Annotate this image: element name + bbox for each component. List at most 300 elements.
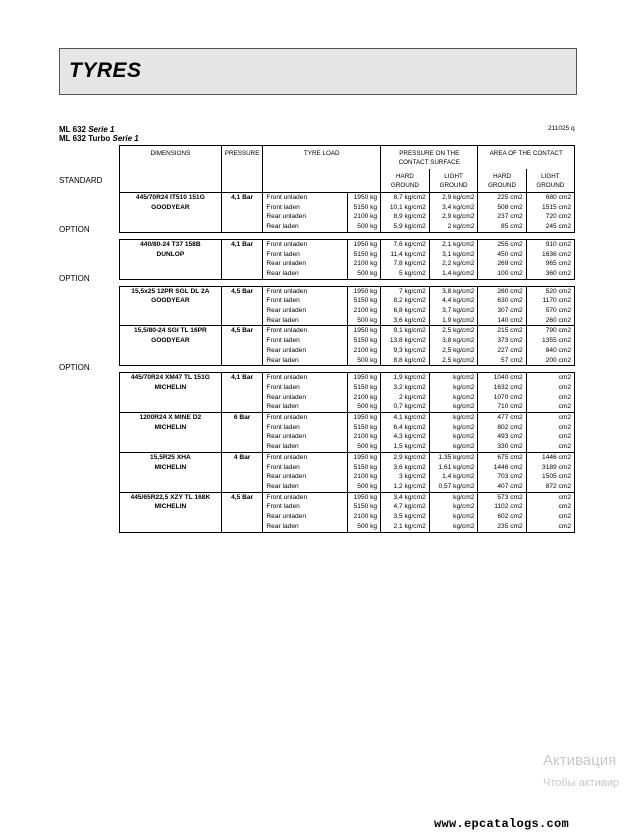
pressure-light-ground-cell bbox=[429, 286, 478, 326]
group-spacer bbox=[120, 232, 575, 239]
section-label-standard: STANDARD bbox=[59, 176, 103, 185]
load-labels-cell bbox=[263, 492, 348, 532]
cell-line: 7 kg/cm2 bbox=[398, 287, 426, 295]
load-values-cell bbox=[348, 452, 381, 492]
tyre-dimension-cell bbox=[120, 286, 222, 326]
subheader-hard-ground: HARD GROUND bbox=[478, 169, 526, 193]
cell-line: 1,9 kg/cm2 bbox=[393, 374, 426, 382]
tyre-dimension-cell bbox=[120, 326, 222, 366]
cell-line: 4,7 kg/cm2 bbox=[393, 503, 426, 511]
area-light-ground-cell bbox=[526, 413, 574, 453]
cell-line: 1040 cm2 bbox=[493, 374, 523, 382]
area-light-ground-cell bbox=[526, 326, 574, 366]
load-label: Rear laden bbox=[266, 316, 299, 324]
load-label: Front unladen bbox=[266, 240, 308, 248]
cell-line: 307 cm2 bbox=[497, 307, 523, 315]
load-label: Front laden bbox=[266, 337, 300, 345]
load-label: Front unladen bbox=[266, 327, 308, 335]
cell-line: 2,1 kg/cm2 bbox=[393, 522, 426, 530]
pressure-hard-ground-cell bbox=[381, 452, 430, 492]
cell-line: 6,4 kg/cm2 bbox=[393, 423, 426, 431]
cell-line: kg/cm2 bbox=[453, 403, 475, 411]
cell-line: 8,7 kg/cm2 bbox=[393, 194, 426, 201]
cell-line: cm2 bbox=[558, 393, 571, 401]
load-label: Rear unladen bbox=[266, 260, 307, 268]
cell-line: 2,5 kg/cm2 bbox=[442, 356, 475, 364]
tyre-brand: MICHELIN bbox=[154, 503, 187, 511]
tyre-pressure: 4,1 Bar bbox=[221, 373, 263, 413]
header-contact-pressure: PRESSURE ON THE CONTACT SURFACE bbox=[381, 146, 478, 170]
cell-line: 720 cm2 bbox=[545, 213, 571, 221]
table-row bbox=[120, 326, 575, 366]
cell-line: cm2 bbox=[558, 423, 571, 431]
cell-line: kg/cm2 bbox=[453, 374, 475, 382]
pressure-hard-ground-cell bbox=[381, 413, 430, 453]
cell-line: 570 cm2 bbox=[545, 307, 571, 315]
cell-line: kg/cm2 bbox=[453, 423, 475, 431]
cell-line: 10,1 kg/cm2 bbox=[389, 203, 426, 211]
page-title-box bbox=[59, 48, 577, 95]
cell-line: 680 cm2 bbox=[545, 194, 571, 201]
cell-line: 5150 kg bbox=[353, 423, 378, 431]
load-label: Front unladen bbox=[266, 194, 308, 201]
pressure-light-ground-cell bbox=[429, 239, 478, 279]
cell-line: kg/cm2 bbox=[453, 433, 475, 441]
tyre-brand: GOODYEAR bbox=[151, 297, 190, 305]
cell-line: 1446 cm2 bbox=[493, 463, 523, 471]
load-label: Front unladen bbox=[266, 493, 308, 501]
load-label: Front laden bbox=[266, 383, 300, 391]
cell-line: 3,7 kg/cm2 bbox=[442, 307, 475, 315]
model-line-1-series: Serie 1 bbox=[88, 125, 115, 134]
cell-line: 140 cm2 bbox=[497, 316, 523, 324]
cell-line: 3,2 kg/cm2 bbox=[393, 383, 426, 391]
watermark-activation-text: Чтобы активир bbox=[543, 777, 619, 789]
cell-line: 2,5 kg/cm2 bbox=[442, 346, 475, 354]
cell-line: 1950 kg bbox=[353, 374, 378, 382]
pressure-hard-ground-cell bbox=[381, 373, 430, 413]
area-hard-ground-cell bbox=[478, 286, 526, 326]
cell-line: 3,4 kg/cm2 bbox=[393, 493, 426, 501]
cell-line: 1950 kg bbox=[353, 414, 378, 422]
cell-line: 2100 kg bbox=[353, 473, 378, 481]
area-light-ground-cell bbox=[526, 373, 574, 413]
cell-line: 269 cm2 bbox=[497, 260, 523, 268]
cell-line: kg/cm2 bbox=[453, 493, 475, 501]
cell-line: 3,8 kg/cm2 bbox=[442, 337, 475, 345]
cell-line: 3,5 kg/cm2 bbox=[393, 513, 426, 521]
cell-line: 57 cm2 bbox=[501, 356, 523, 364]
cell-line: 255 cm2 bbox=[497, 240, 523, 248]
load-values-cell bbox=[348, 239, 381, 279]
cell-line: kg/cm2 bbox=[453, 393, 475, 401]
pressure-light-ground-cell bbox=[429, 326, 478, 366]
cell-line: 8,9 kg/cm2 bbox=[393, 213, 426, 221]
area-light-ground-cell bbox=[526, 193, 574, 233]
cell-line: 4,1 kg/cm2 bbox=[393, 414, 426, 422]
load-values-cell bbox=[348, 492, 381, 532]
cell-line: 245 cm2 bbox=[545, 223, 571, 231]
model-line-1-base: ML 632 bbox=[59, 125, 89, 134]
cell-line: 500 kg bbox=[357, 482, 378, 490]
cell-line: 965 cm2 bbox=[545, 260, 571, 268]
cell-line: 100 cm2 bbox=[497, 269, 523, 277]
cell-line: kg/cm2 bbox=[453, 513, 475, 521]
tyre-brand: GOODYEAR bbox=[151, 337, 190, 345]
section-label-option-1: OPTION bbox=[59, 225, 90, 234]
cell-line: 4,4 kg/cm2 bbox=[442, 297, 475, 305]
cell-line: kg/cm2 bbox=[453, 443, 475, 451]
cell-line: 500 kg bbox=[357, 316, 378, 324]
tyre-pressure: 4,1 Bar bbox=[221, 239, 263, 279]
section-label-option-3: OPTION bbox=[59, 363, 90, 372]
cell-line: 630 cm2 bbox=[497, 297, 523, 305]
tyre-size: 15,5/80-24 SGI TL 16PR bbox=[133, 327, 207, 335]
cell-line: 1,5 kg/cm2 bbox=[393, 443, 426, 451]
tyre-size: 1200R24 X MINE D2 bbox=[139, 414, 202, 422]
cell-line: 450 cm2 bbox=[497, 250, 523, 258]
subheader-hard-ground: HARD GROUND bbox=[381, 169, 430, 193]
cell-line: 5 kg/cm2 bbox=[398, 269, 426, 277]
load-values-cell bbox=[348, 326, 381, 366]
load-label: Rear laden bbox=[266, 482, 299, 490]
load-label: Front laden bbox=[266, 423, 300, 431]
cell-line: 872 cm2 bbox=[545, 482, 571, 490]
load-values-cell bbox=[348, 286, 381, 326]
cell-line: 1950 kg bbox=[353, 240, 378, 248]
cell-line: 2,2 kg/cm2 bbox=[442, 260, 475, 268]
cell-line: 280 cm2 bbox=[497, 287, 523, 295]
load-values-cell bbox=[348, 373, 381, 413]
subheader-light-ground: LIGHT GROUND bbox=[429, 169, 478, 193]
cell-line: 7,6 kg/cm2 bbox=[393, 240, 426, 248]
load-label: Rear unladen bbox=[266, 513, 307, 521]
tyre-pressure: 4,5 Bar bbox=[221, 492, 263, 532]
load-label: Rear unladen bbox=[266, 346, 307, 354]
tyre-brand: MICHELIN bbox=[154, 463, 187, 471]
cell-line: 910 cm2 bbox=[545, 240, 571, 248]
group-spacer bbox=[120, 279, 575, 286]
load-label: Front laden bbox=[266, 503, 300, 511]
cell-line: 840 cm2 bbox=[545, 346, 571, 354]
pressure-hard-ground-cell bbox=[381, 326, 430, 366]
header-tyre-load: TYRE LOAD bbox=[263, 146, 381, 193]
tyre-pressure: 4,1 Bar bbox=[221, 193, 263, 233]
tyre-brand: DUNLOP bbox=[156, 250, 185, 258]
load-label: Rear laden bbox=[266, 403, 299, 411]
tyre-size: 445/70R24 XM47 TL 151G bbox=[130, 374, 210, 382]
table-row bbox=[120, 452, 575, 492]
cell-line: 360 cm2 bbox=[545, 269, 571, 277]
load-labels-cell bbox=[263, 413, 348, 453]
area-hard-ground-cell bbox=[478, 492, 526, 532]
cell-line: cm2 bbox=[558, 383, 571, 391]
cell-line: 2,1 kg/cm2 bbox=[442, 240, 475, 248]
watermark-activation-title: Активация bbox=[543, 752, 617, 769]
cell-line: 1950 kg bbox=[353, 287, 378, 295]
cell-line: 407 cm2 bbox=[497, 482, 523, 490]
cell-line: 2100 kg bbox=[353, 307, 378, 315]
footer-website[interactable]: www.epcatalogs.com bbox=[434, 817, 570, 831]
tyre-brand: GOODYEAR bbox=[151, 203, 190, 211]
cell-line: 1,4 kg/cm2 bbox=[442, 473, 475, 481]
cell-line: kg/cm2 bbox=[453, 503, 475, 511]
load-label: Rear laden bbox=[266, 223, 299, 231]
table-row bbox=[120, 193, 575, 233]
cell-line: cm2 bbox=[558, 433, 571, 441]
cell-line: 5150 kg bbox=[353, 203, 378, 211]
area-hard-ground-cell bbox=[478, 452, 526, 492]
cell-line: cm2 bbox=[558, 493, 571, 501]
cell-line: 2,5 kg/cm2 bbox=[442, 327, 475, 335]
cell-line: 1950 kg bbox=[353, 493, 378, 501]
load-labels-cell bbox=[263, 373, 348, 413]
cell-line: 500 kg bbox=[357, 522, 378, 530]
cell-line: 2 kg/cm2 bbox=[447, 223, 475, 231]
cell-line: 9,1 kg/cm2 bbox=[393, 327, 426, 335]
tyre-brand: MICHELIN bbox=[154, 423, 187, 431]
cell-line: 1170 cm2 bbox=[542, 297, 571, 305]
table-row bbox=[120, 373, 575, 413]
load-label: Front laden bbox=[266, 203, 300, 211]
cell-line: kg/cm2 bbox=[453, 414, 475, 422]
table-row bbox=[120, 492, 575, 532]
cell-line: 703 cm2 bbox=[497, 473, 523, 481]
pressure-light-ground-cell bbox=[429, 373, 478, 413]
cell-line: 11,4 kg/cm2 bbox=[390, 250, 426, 258]
load-label: Rear unladen bbox=[266, 473, 307, 481]
cell-line: 85 cm2 bbox=[501, 223, 523, 231]
pressure-light-ground-cell bbox=[429, 492, 478, 532]
cell-line: 8,8 kg/cm2 bbox=[393, 356, 426, 364]
tyre-brand: MICHELIN bbox=[154, 383, 187, 391]
cell-line: 508 cm2 bbox=[497, 203, 523, 211]
tyre-size: 15,5x25 12PR SGL DL 2A bbox=[131, 287, 210, 295]
pressure-hard-ground-cell bbox=[381, 193, 430, 233]
cell-line: 330 cm2 bbox=[497, 443, 523, 451]
cell-line: 5150 kg bbox=[353, 503, 378, 511]
cell-line: 500 kg bbox=[357, 269, 378, 277]
model-line-2 bbox=[59, 134, 139, 143]
pressure-hard-ground-cell bbox=[381, 286, 430, 326]
tyre-size: 445/65R22,5 XZY TL 168K bbox=[130, 493, 211, 501]
cell-line: 260 cm2 bbox=[545, 316, 571, 324]
cell-line: 7,8 kg/cm2 bbox=[393, 260, 426, 268]
cell-line: cm2 bbox=[558, 513, 571, 521]
cell-line: 2100 kg bbox=[353, 346, 378, 354]
pressure-light-ground-cell bbox=[429, 193, 478, 233]
cell-line: kg/cm2 bbox=[453, 522, 475, 530]
cell-line: 9,3 kg/cm2 bbox=[393, 346, 426, 354]
tyre-pressure: 6 Bar bbox=[221, 413, 263, 453]
table-row bbox=[120, 239, 575, 279]
cell-line: 1515 cm2 bbox=[542, 203, 571, 211]
area-hard-ground-cell bbox=[478, 373, 526, 413]
cell-line: cm2 bbox=[558, 414, 571, 422]
cell-line: 13,8 kg/cm2 bbox=[389, 337, 426, 345]
subheader-light-ground: LIGHT GROUND bbox=[526, 169, 574, 193]
load-label: Front unladen bbox=[266, 287, 308, 295]
cell-line: 477 cm2 bbox=[497, 414, 523, 422]
cell-line: 602 cm2 bbox=[497, 513, 523, 521]
cell-line: 1,61 kg/cm2 bbox=[438, 463, 475, 471]
load-label: Front unladen bbox=[266, 453, 308, 461]
tyre-dimension-cell bbox=[120, 492, 222, 532]
cell-line: 235 cm2 bbox=[497, 522, 523, 530]
load-label: Rear unladen bbox=[266, 393, 307, 401]
area-hard-ground-cell bbox=[478, 239, 526, 279]
cell-line: 1355 cm2 bbox=[542, 337, 571, 345]
area-light-ground-cell bbox=[526, 492, 574, 532]
cell-line: 200 cm2 bbox=[545, 356, 571, 364]
cell-line: 520 cm2 bbox=[545, 287, 571, 295]
area-light-ground-cell bbox=[526, 239, 574, 279]
cell-line: 500 kg bbox=[357, 223, 378, 231]
cell-line: 0,57 kg/cm2 bbox=[438, 482, 475, 490]
cell-line: 2,9 kg/cm2 bbox=[393, 453, 426, 461]
tyre-dimension-cell bbox=[120, 452, 222, 492]
page-title: TYRES bbox=[69, 59, 142, 82]
cell-line: 500 kg bbox=[357, 403, 378, 411]
cell-line: 1446 cm2 bbox=[542, 453, 571, 461]
cell-line: 5150 kg bbox=[353, 250, 378, 258]
tyre-dimension-cell bbox=[120, 373, 222, 413]
cell-line: 2100 kg bbox=[353, 260, 378, 268]
cell-line: 0,7 kg/cm2 bbox=[393, 403, 426, 411]
cell-line: 1950 kg bbox=[353, 453, 378, 461]
cell-line: 1102 cm2 bbox=[494, 503, 523, 511]
cell-line: 5,9 kg/cm2 bbox=[393, 223, 426, 231]
area-hard-ground-cell bbox=[478, 193, 526, 233]
area-hard-ground-cell bbox=[478, 326, 526, 366]
table-row bbox=[120, 413, 575, 453]
table-row bbox=[120, 286, 575, 326]
cell-line: 6,8 kg/cm2 bbox=[393, 307, 426, 315]
cell-line: 1,4 kg/cm2 bbox=[442, 269, 475, 277]
cell-line: 710 cm2 bbox=[497, 403, 523, 411]
area-hard-ground-cell bbox=[478, 413, 526, 453]
tyre-dimension-cell bbox=[120, 193, 222, 233]
model-line-1 bbox=[59, 125, 114, 134]
tyre-size: 445/70R24 IT510 151G bbox=[135, 194, 205, 201]
pressure-hard-ground-cell bbox=[381, 239, 430, 279]
cell-line: 2,9 kg/cm2 bbox=[442, 194, 475, 201]
cell-line: 2100 kg bbox=[353, 393, 378, 401]
cell-line: 802 cm2 bbox=[497, 423, 523, 431]
cell-line: 2100 kg bbox=[353, 213, 378, 221]
cell-line: 1,9 kg/cm2 bbox=[442, 316, 475, 324]
tyre-pressure: 4,5 Bar bbox=[221, 286, 263, 326]
load-labels-cell bbox=[263, 193, 348, 233]
tyre-size: 15,5R25 XHA bbox=[150, 453, 191, 461]
header-pressure: PRESSURE bbox=[221, 146, 263, 193]
group-spacer bbox=[120, 366, 575, 373]
model-line-2-series: Serie 1 bbox=[112, 134, 139, 143]
cell-line: 1950 kg bbox=[353, 194, 378, 201]
load-label: Rear unladen bbox=[266, 307, 307, 315]
cell-line: 225 cm2 bbox=[497, 194, 523, 201]
cell-line: 2,9 kg/cm2 bbox=[442, 213, 475, 221]
load-label: Rear laden bbox=[266, 443, 299, 451]
cell-line: 5150 kg bbox=[353, 383, 378, 391]
table-header-row bbox=[120, 146, 575, 170]
cell-line: 227 cm2 bbox=[497, 346, 523, 354]
cell-line: 215 cm2 bbox=[497, 327, 523, 335]
pressure-light-ground-cell bbox=[429, 452, 478, 492]
cell-line: kg/cm2 bbox=[453, 383, 475, 391]
load-label: Rear unladen bbox=[266, 433, 307, 441]
section-label-option-2: OPTION bbox=[59, 274, 90, 283]
cell-line: 2100 kg bbox=[353, 433, 378, 441]
load-label: Front laden bbox=[266, 297, 300, 305]
pressure-hard-ground-cell bbox=[381, 492, 430, 532]
cell-line: 4,3 kg/cm2 bbox=[393, 433, 426, 441]
load-label: Rear laden bbox=[266, 356, 299, 364]
load-label: Front unladen bbox=[266, 374, 308, 382]
load-label: Front laden bbox=[266, 250, 300, 258]
load-labels-cell bbox=[263, 239, 348, 279]
cell-line: 8,2 kg/cm2 bbox=[393, 297, 426, 305]
cell-line: 3189 cm2 bbox=[542, 463, 571, 471]
tyre-dimension-cell bbox=[120, 413, 222, 453]
cell-line: 373 cm2 bbox=[497, 337, 523, 345]
cell-line: cm2 bbox=[558, 503, 571, 511]
load-label: Rear laden bbox=[266, 522, 299, 530]
cell-line: 3,6 kg/cm2 bbox=[393, 316, 426, 324]
header-dimensions: DIMENSIONS bbox=[120, 146, 222, 193]
load-labels-cell bbox=[263, 286, 348, 326]
cell-line: 3,8 kg/cm2 bbox=[442, 287, 475, 295]
cell-line: 493 cm2 bbox=[497, 433, 523, 441]
cell-line: cm2 bbox=[558, 403, 571, 411]
cell-line: 237 cm2 bbox=[497, 213, 523, 221]
area-light-ground-cell bbox=[526, 286, 574, 326]
cell-line: cm2 bbox=[558, 522, 571, 530]
cell-line: 3,1 kg/cm2 bbox=[442, 250, 475, 258]
cell-line: 3,6 kg/cm2 bbox=[393, 463, 426, 471]
cell-line: 2100 kg bbox=[353, 513, 378, 521]
cell-line: 675 cm2 bbox=[497, 453, 523, 461]
cell-line: 1,35 kg/cm2 bbox=[438, 453, 475, 461]
load-labels-cell bbox=[263, 326, 348, 366]
cell-line: 500 kg bbox=[357, 356, 378, 364]
cell-line: cm2 bbox=[558, 443, 571, 451]
cell-line: 573 cm2 bbox=[497, 493, 523, 501]
cell-line: cm2 bbox=[558, 374, 571, 382]
load-values-cell bbox=[348, 413, 381, 453]
tyre-pressure: 4 Bar bbox=[221, 452, 263, 492]
cell-line: 1632 cm2 bbox=[493, 383, 523, 391]
document-reference: 211025 q bbox=[548, 125, 575, 132]
load-values-cell bbox=[348, 193, 381, 233]
load-labels-cell bbox=[263, 452, 348, 492]
tyre-pressure: 4,5 Bar bbox=[221, 326, 263, 366]
model-line-2-base: ML 632 Turbo bbox=[59, 134, 113, 143]
cell-line: 790 cm2 bbox=[545, 327, 571, 335]
pressure-light-ground-cell bbox=[429, 413, 478, 453]
cell-line: 500 kg bbox=[357, 443, 378, 451]
cell-line: 3 kg/cm2 bbox=[398, 473, 426, 481]
cell-line: 3,4 kg/cm2 bbox=[442, 203, 475, 211]
tyre-dimension-cell bbox=[120, 239, 222, 279]
load-label: Front unladen bbox=[266, 414, 308, 422]
cell-line: 2 kg/cm2 bbox=[398, 393, 426, 401]
cell-line: 1950 kg bbox=[353, 327, 378, 335]
load-label: Rear unladen bbox=[266, 213, 307, 221]
header-contact-area: AREA OF THE CONTACT bbox=[478, 146, 575, 170]
cell-line: 1505 cm2 bbox=[542, 473, 571, 481]
tyre-size: 440/80-24 T37 158B bbox=[140, 240, 201, 248]
